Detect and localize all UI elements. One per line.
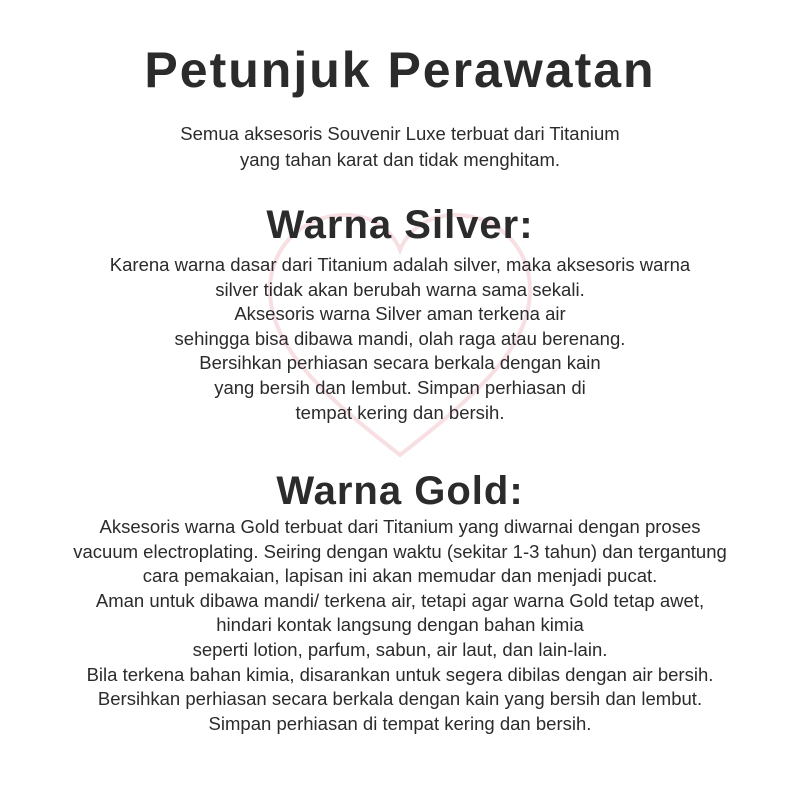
silver-line: silver tidak akan berubah warna sama sekali. — [215, 278, 585, 300]
silver-line: Karena warna dasar dari Titanium adalah silver, maka aksesoris warna — [109, 254, 691, 275]
intro-line: Semua aksesoris Souvenir Luxe terbuat dari Titanium — [180, 123, 620, 144]
silver-line: tempat kering dan bersih. — [295, 401, 505, 423]
silver-line: yang bersih dan lembut. Simpan perhiasan di — [214, 376, 586, 398]
silver-line: Aksesoris warna Silver aman terkena air — [234, 303, 566, 325]
gold-line: seperti lotion, parfum, sabun, air laut, dan lain-lain. — [192, 638, 608, 660]
section-heading-gold: Warna Gold: — [276, 469, 524, 513]
intro-line: yang tahan karat dan tidak menghitam. — [239, 149, 561, 170]
gold-line: hindari kontak langsung dengan bahan kimia — [216, 614, 584, 636]
gold-line: Bila terkena bahan kimia, disarankan untuk segera dibilas dengan air bersih. — [86, 663, 714, 685]
section-body-silver — [0, 253, 800, 425]
silver-line: sehingga bisa dibawa mandi, olah raga atau berenang. — [174, 327, 626, 349]
silver-line: Bersihkan perhiasan secara berkala dengan kain — [199, 352, 601, 374]
section-heading-silver: Warna Silver: — [266, 203, 534, 247]
intro-paragraph — [0, 121, 800, 173]
gold-line: cara pemakaian, lapisan ini akan memudar dan menjadi pucat. — [142, 565, 658, 587]
gold-line: Aman untuk dibawa mandi/ terkena air, tetapi agar warna Gold tetap awet, — [95, 589, 705, 611]
page-title: Petunjuk Perawatan — [144, 42, 656, 98]
gold-line: vacuum electroplating. Seiring dengan waktu (sekitar 1-3 tahun) dan tergantung — [73, 540, 727, 562]
gold-line: Bersihkan perhiasan secara berkala dengan kain yang bersih dan lembut. — [97, 688, 703, 710]
section-body-gold — [0, 515, 800, 736]
gold-line: Aksesoris warna Gold terbuat dari Titanium yang diwarnai dengan proses — [99, 516, 701, 537]
gold-line: Simpan perhiasan di tempat kering dan bersih. — [208, 712, 592, 734]
